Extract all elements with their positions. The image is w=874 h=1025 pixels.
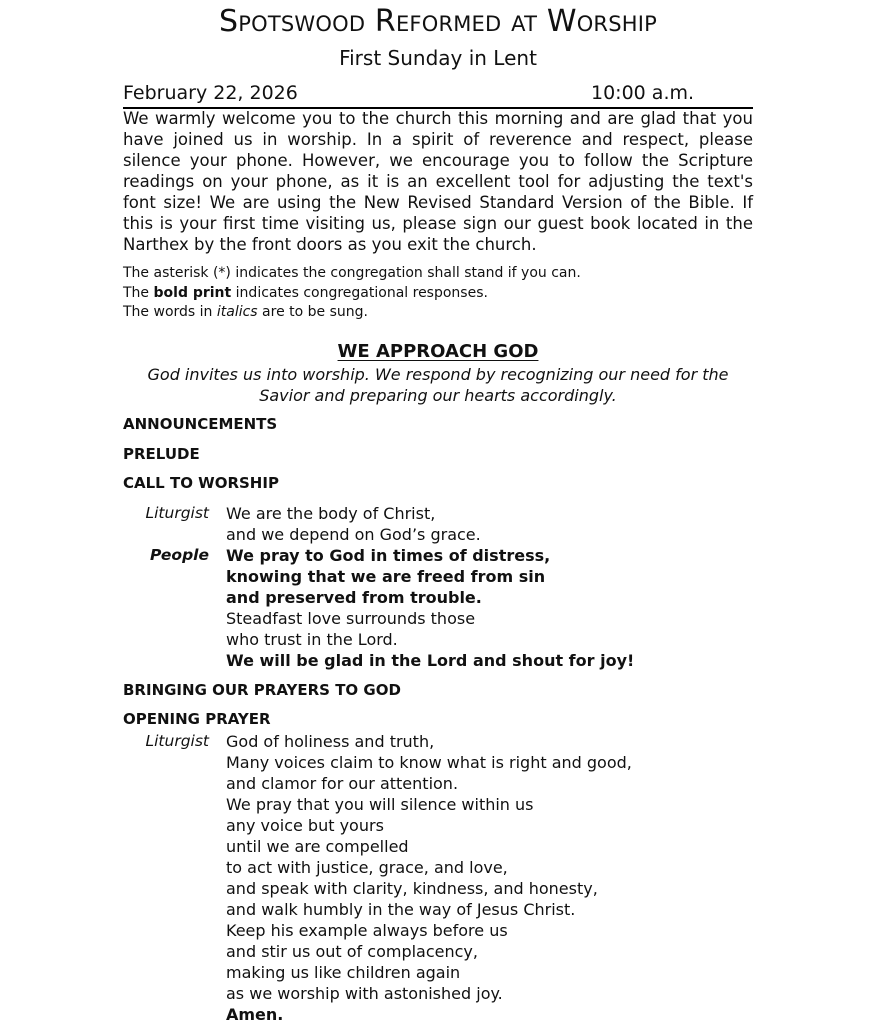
liturgy-line: We pray to God in times of distress, bbox=[226, 546, 551, 565]
page-subtitle: First Sunday in Lent bbox=[339, 46, 537, 70]
call-to-worship-lines bbox=[226, 503, 634, 671]
liturgy-line: We pray that you will silence within us bbox=[226, 795, 534, 814]
call-liturgist-label: Liturgist bbox=[145, 504, 209, 522]
service-time: 10:00 a.m. bbox=[591, 82, 695, 104]
liturgy-line: and speak with clarity, kindness, and honesty, bbox=[226, 879, 598, 898]
date-time-line bbox=[123, 80, 753, 109]
liturgy-line: and walk humbly in the way of Jesus Christ. bbox=[226, 900, 576, 919]
item-prelude: PRELUDE bbox=[123, 445, 200, 463]
note-bold-word: bold print bbox=[153, 284, 232, 301]
liturgy-line: and preserved from trouble. bbox=[226, 588, 482, 607]
welcome-paragraph: We warmly welcome you to the church this morning and are glad that you have joined us in worship. In a spirit of reverence and respect, please silence your phone. However, we encourage you to follow the Scripture readings on your phone, as it is an excellent tool for adjusting the text's font size! We are using the New Revised Standard Version of the Bible. If this is your first time visiting us, please sign our guest book located in the Narthex by the front doors as you exit the church. bbox=[123, 109, 753, 254]
liturgy-line: and we depend on God’s grace. bbox=[226, 525, 481, 544]
note-bold-suffix: indicates congregational responses. bbox=[231, 284, 488, 301]
liturgy-line: until we are compelled bbox=[226, 837, 409, 856]
note-italic-suffix: are to be sung. bbox=[257, 304, 368, 320]
section-heading bbox=[123, 340, 753, 364]
section-heading-text: WE APPROACH GOD bbox=[337, 341, 539, 362]
liturgy-line: God of holiness and truth, bbox=[226, 732, 435, 751]
note-italic-prefix: The words in bbox=[123, 304, 217, 320]
liturgy-line: Keep his example always before us bbox=[226, 921, 508, 940]
liturgy-line: Amen. bbox=[226, 1005, 284, 1024]
page-title: Spotswood Reformed at Worship bbox=[219, 4, 657, 39]
liturgy-line: We will be glad in the Lord and shout for joy! bbox=[226, 651, 635, 670]
note-bold-prefix: The bbox=[123, 284, 154, 301]
note-italic bbox=[123, 303, 581, 323]
item-call-to-worship: CALL TO WORSHIP bbox=[123, 474, 279, 492]
liturgy-line: as we worship with astonished joy. bbox=[226, 984, 503, 1003]
item-bringing-prayers: BRINGING OUR PRAYERS TO GOD bbox=[123, 681, 401, 699]
note-italic-word: italics bbox=[216, 304, 258, 320]
liturgy-line: to act with justice, grace, and love, bbox=[226, 858, 508, 877]
liturgy-line: and clamor for our attention. bbox=[226, 774, 459, 793]
note-bold bbox=[123, 284, 581, 304]
prayer-liturgist-label: Liturgist bbox=[145, 732, 209, 750]
liturgy-line: knowing that we are freed from sin bbox=[226, 567, 546, 586]
liturgy-line: making us like children again bbox=[226, 963, 461, 982]
liturgy-line: Steadfast love surrounds those bbox=[226, 609, 476, 628]
opening-prayer-lines bbox=[226, 731, 632, 1025]
item-opening-prayer: OPENING PRAYER bbox=[123, 710, 271, 728]
call-people-label: People bbox=[149, 546, 209, 564]
liturgy-line: any voice but yours bbox=[226, 816, 384, 835]
liturgy-line: who trust in the Lord. bbox=[226, 630, 398, 649]
item-announcements: ANNOUNCEMENTS bbox=[123, 415, 278, 433]
liturgy-line: We are the body of Christ, bbox=[226, 504, 436, 523]
service-date: February 22, 2026 bbox=[123, 82, 298, 104]
liturgy-line: Many voices claim to know what is right and good, bbox=[226, 753, 632, 772]
notes-block bbox=[123, 264, 581, 323]
note-asterisk: The asterisk (*) indicates the congregation shall stand if you can. bbox=[123, 265, 581, 281]
liturgy-line: and stir us out of complacency, bbox=[226, 942, 478, 961]
section-intro: God invites us into worship. We respond by recognizing our need for the Savior and preparing our hearts accordingly. bbox=[147, 365, 729, 405]
